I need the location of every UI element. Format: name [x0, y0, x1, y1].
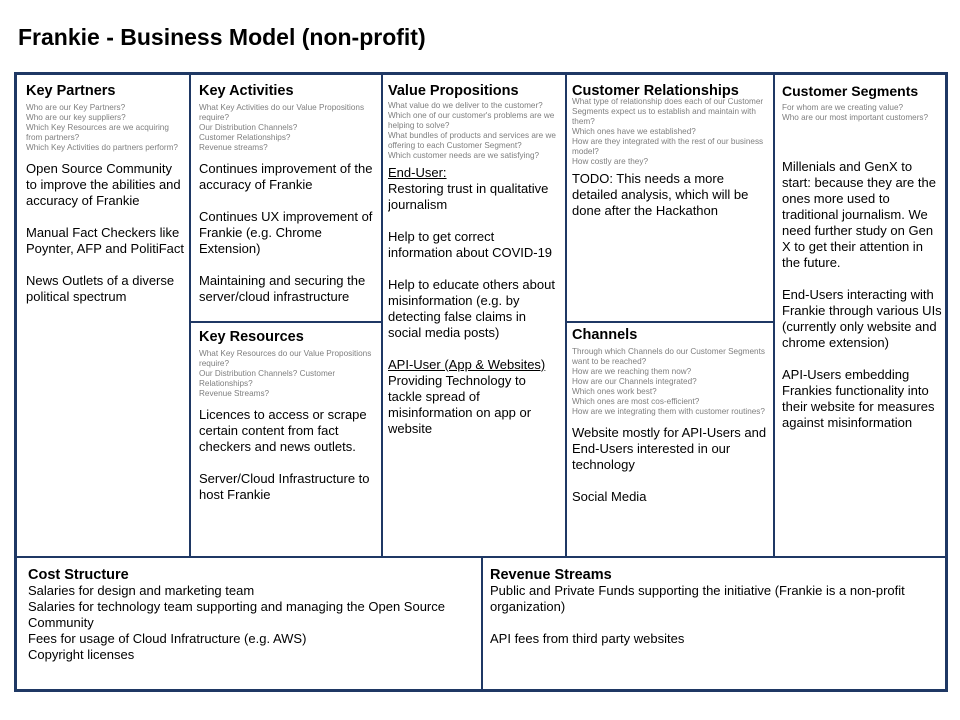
key-resources-list [199, 407, 375, 503]
list-item: Continues UX improvement of Frankie (e.g. Chrome Extension) [199, 209, 373, 256]
key-resources-heading: Key Resources [199, 329, 304, 345]
business-model-canvas [14, 72, 948, 692]
key-partners-section [26, 83, 184, 553]
channels-section [572, 327, 770, 553]
divider [189, 75, 191, 557]
channels-list [572, 425, 770, 505]
customer-segments-heading: Customer Segments [782, 83, 919, 99]
list-item: Licences to access or scrape certain content from fact checkers and news outlets. [199, 407, 367, 454]
key-partners-questions: Who are our Key Partners? Who are our key suppliers? Which Key Resources are we acquiring from partners? Which Key Activities do partners perform? [26, 103, 178, 152]
list-item: Copyright licenses [28, 647, 135, 662]
divider [565, 321, 773, 323]
key-partners-list [26, 161, 184, 305]
list-item: Server/Cloud Infrastructure to host Frankie [199, 471, 370, 502]
list-item: Salaries for technology team supporting and managing the Open Source Community [28, 599, 445, 630]
customer-segments-questions: For whom are we creating value? Who are our most important customers? [782, 103, 929, 122]
divider [189, 321, 381, 323]
value-propositions-section [388, 83, 562, 553]
list-item: Restoring trust in qualitative journalism [388, 181, 549, 212]
list-item: API-Users embedding Frankies functionality into their website for measures against misinformation [782, 367, 935, 430]
list-item: Social Media [572, 489, 647, 504]
revenue-streams-list [490, 583, 940, 647]
value-propositions-questions: What value do we deliver to the customer? Which one of our customer's problems are we helping to solve? What bundles of products and services are we offering to each Customer Segment? Which customer needs are we satisfying? [388, 101, 556, 160]
cost-structure-list [28, 583, 478, 663]
list-item: Public and Private Funds supporting the initiative (Frankie is a non-profit organization) [490, 583, 905, 614]
key-activities-list [199, 161, 375, 305]
list-item: Providing Technology to tackle spread of misinformation on app or website [388, 373, 532, 436]
customer-relationships-heading: Customer Relationships [572, 83, 739, 99]
cost-structure-heading: Cost Structure [28, 567, 129, 583]
list-item: News Outlets of a diverse political spectrum [26, 273, 175, 304]
customer-relationships-questions: What type of relationship does each of our Customer Segments expect us to establish and maintain with them? Which ones have we established? How are they integrated with the rest of our business model? How costly are they? [572, 97, 764, 166]
channels-questions: Through which Channels do our Customer Segments want to be reached? How are we reaching them now? How are our Channels integrated? Which ones work best? Which ones are most cos-efficient? How are we integrating them with customer routines? [572, 347, 765, 416]
list-item: API fees from third party websites [490, 631, 685, 646]
customer-segments-list [782, 159, 942, 431]
key-activities-questions: What Key Activities do our Value Propositions require? Our Distribution Channels? Customer Relationships? Revenue streams? [199, 103, 365, 152]
divider [381, 75, 383, 557]
list-item: Salaries for design and marketing team [28, 583, 255, 598]
key-activities-section [199, 83, 375, 319]
value-propositions-list [388, 165, 562, 437]
list-item: Manual Fact Checkers like Poynter, AFP and PolitiFact [26, 225, 184, 256]
list-item: Maintaining and securing the server/cloud infrastructure [199, 273, 366, 304]
divider [481, 557, 483, 689]
cost-structure-section [28, 567, 478, 685]
list-item: End-Users interacting with Frankie through various UIs (currently only website and chrome extension) [782, 287, 942, 350]
list-item: Website mostly for API-Users and End-Users interested in our technology [572, 425, 767, 472]
divider [565, 75, 567, 557]
customer-relationships-text: TODO: This needs a more detailed analysis, which will be done after the Hackathon [572, 171, 749, 218]
list-item: Millenials and GenX to start: because they are the ones more used to traditional journalism. We need further study on Gen X to get their attention in the future. [782, 159, 936, 270]
customer-segments-section [782, 83, 942, 553]
key-activities-heading: Key Activities [199, 83, 294, 99]
key-resources-section [199, 329, 375, 553]
list-item: Help to get correct information about COVID-19 [388, 229, 553, 260]
api-user-label: API-User (App & Websites) [388, 357, 546, 372]
list-item: Fees for usage of Cloud Infratructure (e.g. AWS) [28, 631, 307, 646]
list-item: Continues improvement of the accuracy of Frankie [199, 161, 373, 192]
divider [773, 75, 775, 557]
key-partners-heading: Key Partners [26, 83, 116, 99]
revenue-streams-heading: Revenue Streams [490, 567, 612, 583]
value-propositions-heading: Value Propositions [388, 83, 519, 99]
customer-relationships-section [572, 83, 770, 319]
list-item: Help to educate others about misinformation (e.g. by detecting false claims in social media posts) [388, 277, 555, 340]
list-item: Open Source Community to improve the abilities and accuracy of Frankie [26, 161, 181, 208]
page-title: Frankie - Business Model (non-profit) [18, 24, 426, 50]
revenue-streams-section [490, 567, 940, 685]
key-resources-questions: What Key Resources do our Value Propositions require? Our Distribution Channels? Customer Relationships? Revenue Streams? [199, 349, 372, 398]
channels-heading: Channels [572, 327, 638, 343]
end-user-label: End-User: [388, 165, 447, 180]
